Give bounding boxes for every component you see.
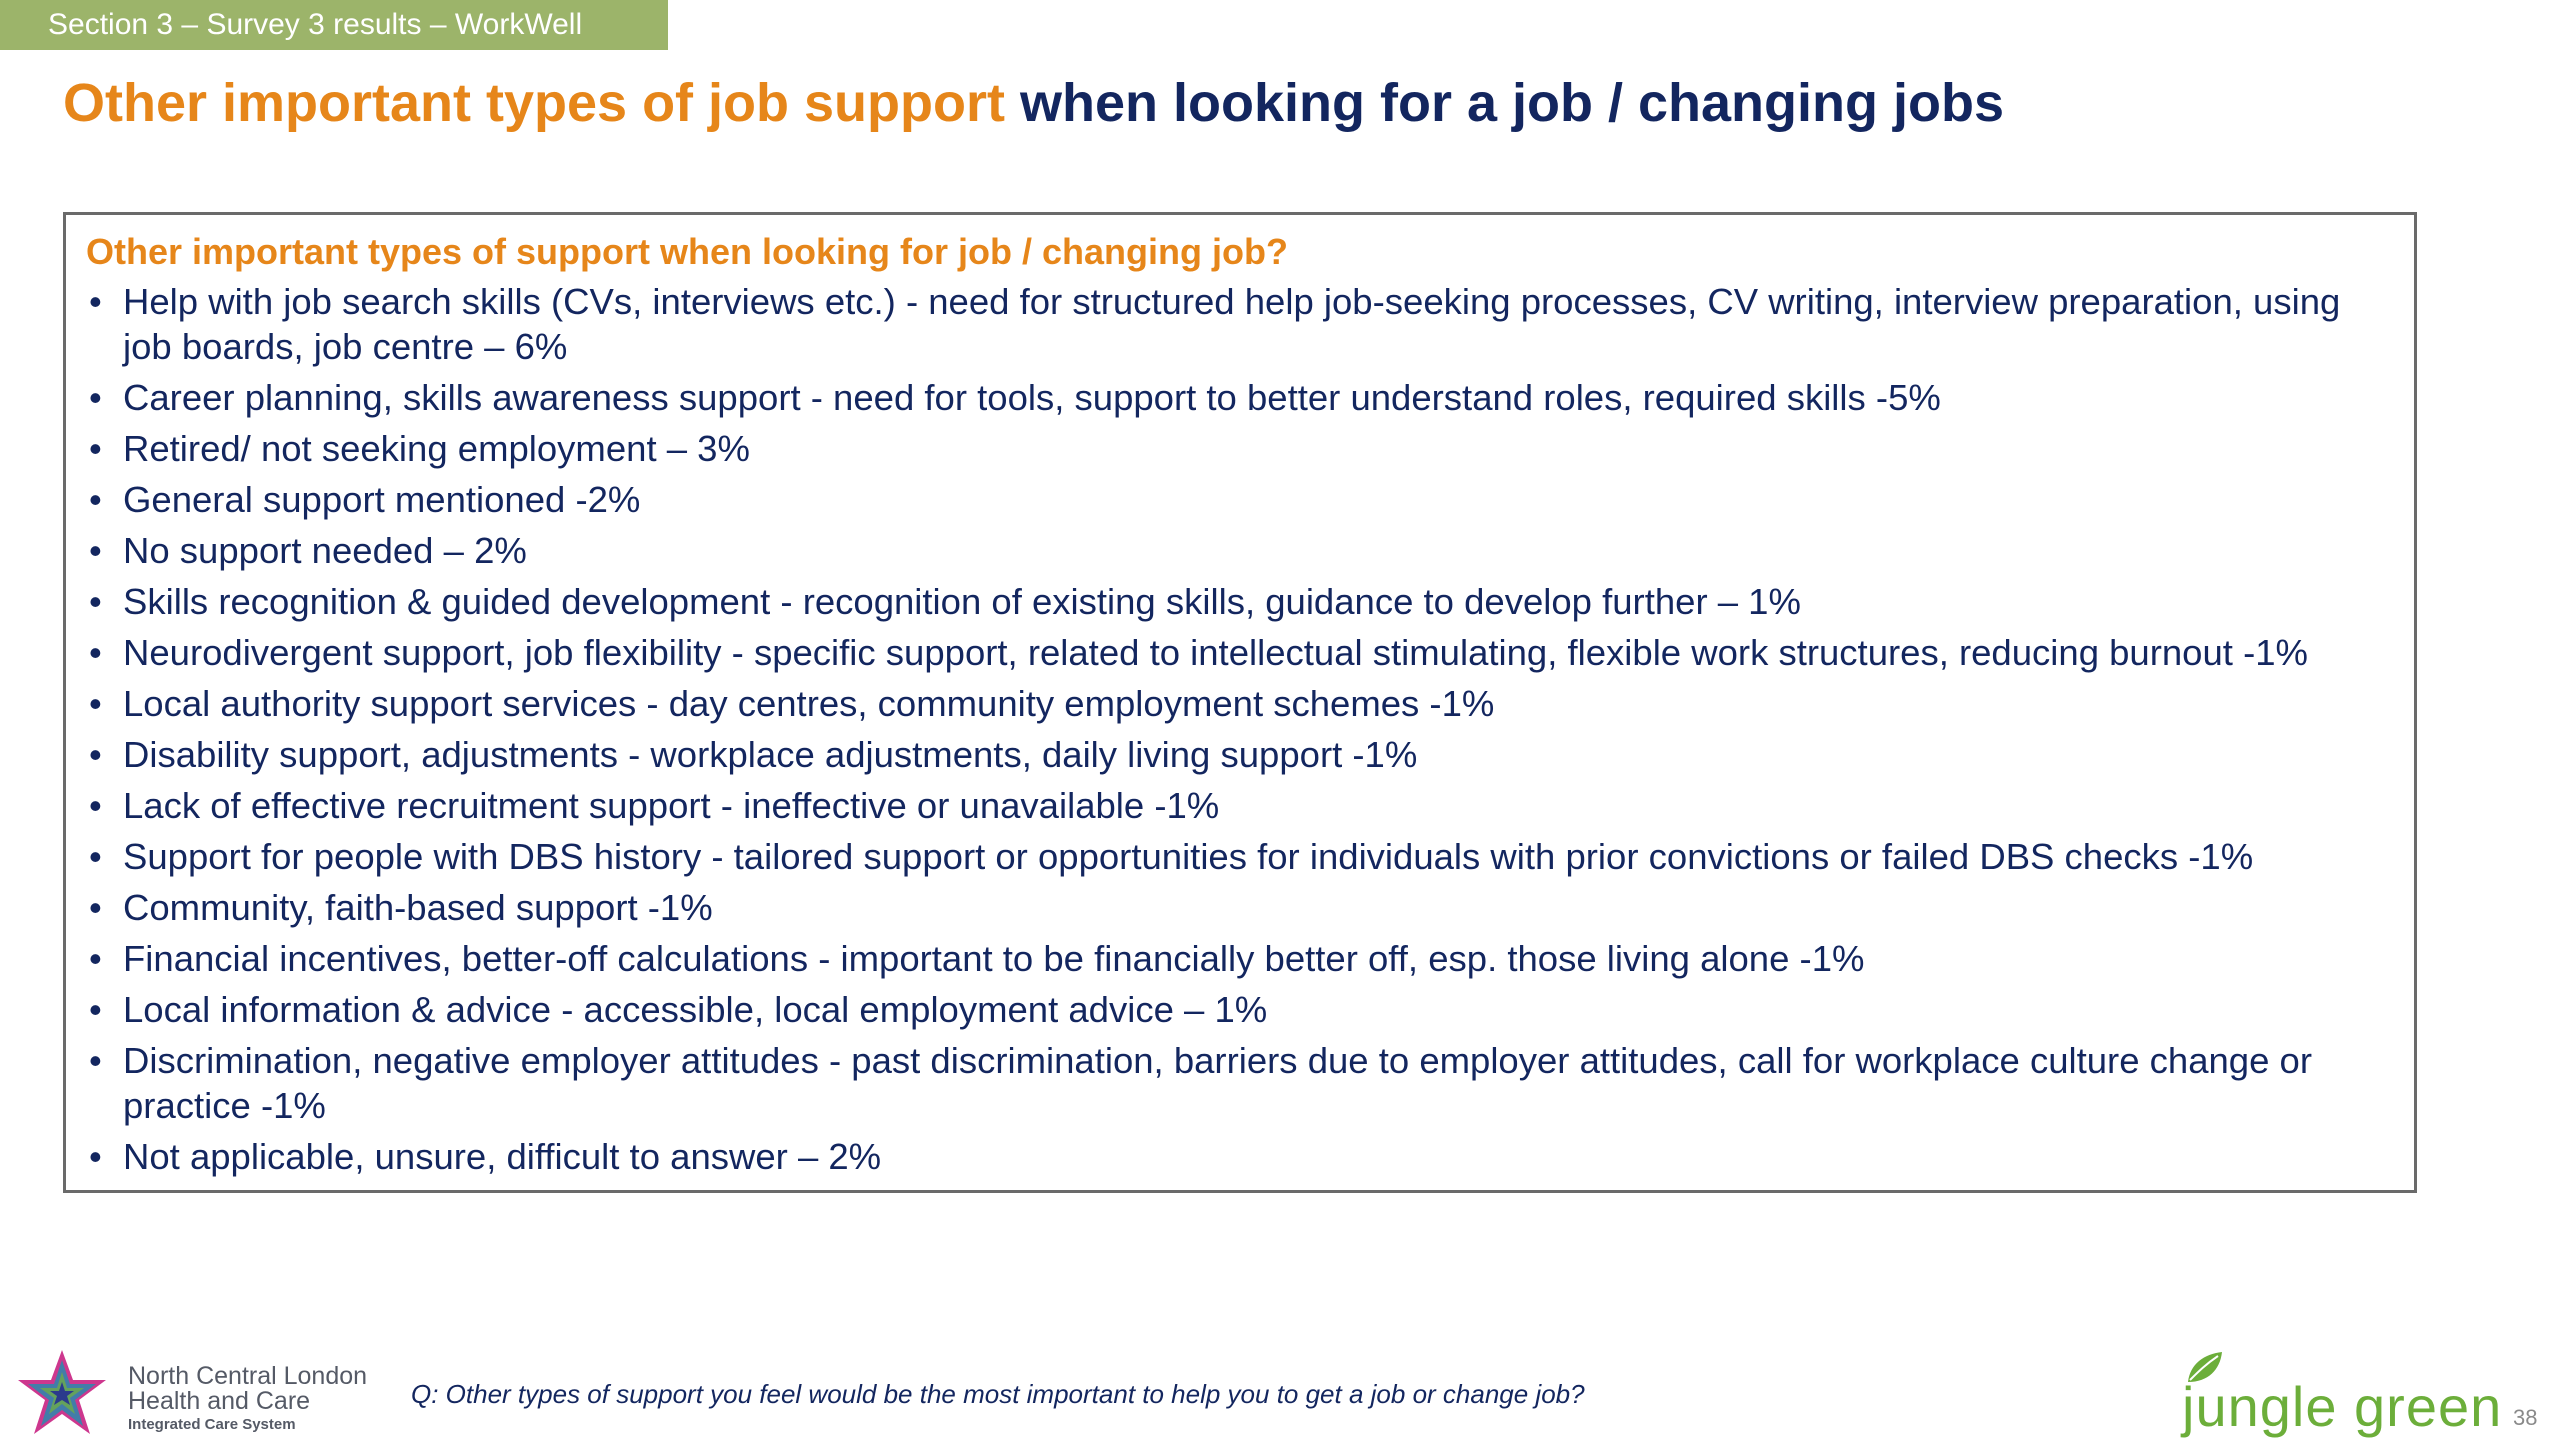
list-item: [86, 732, 2394, 777]
list-item-text: Discrimination, negative employer attitudes - past discrimination, barriers due to employer attitudes, call for workplace culture change or practice -1%: [123, 1040, 2312, 1126]
bullet-icon: •: [89, 887, 102, 928]
list-item-text: Skills recognition & guided development - recognition of existing skills, guidance to develop further – 1%: [123, 581, 1801, 622]
list-item-text: Retired/ not seeking employment – 3%: [123, 428, 750, 469]
ncl-line1: North Central London: [128, 1362, 368, 1390]
list-item: [86, 936, 2394, 981]
list-item: [86, 279, 2394, 369]
ncl-logo-text: [128, 1364, 367, 1436]
bullet-icon: •: [89, 479, 102, 520]
list-item: [86, 1038, 2394, 1128]
title-highlight: Other important types of job support: [63, 73, 1005, 133]
survey-question: Q: Other types of support you feel would be the most important to help you to get a job or change job?: [411, 1379, 1585, 1409]
bullet-icon: •: [89, 632, 102, 673]
list-item: [86, 579, 2394, 624]
bullet-icon: •: [89, 281, 102, 322]
list-item-text: Help with job search skills (CVs, interviews etc.) - need for structured help job-seeking processes, CV writing, interview preparation, using job boards, job centre – 6%: [123, 281, 2341, 367]
list-item-text: Disability support, adjustments - workplace adjustments, daily living support -1%: [123, 734, 1418, 775]
page-number: 38: [2513, 1405, 2538, 1430]
star-logo-icon: [6, 1348, 118, 1438]
list-item-text: Not applicable, unsure, difficult to answer – 2%: [123, 1136, 882, 1177]
list-item: [86, 783, 2394, 828]
section-tag: Section 3 – Survey 3 results – WorkWell: [0, 0, 668, 50]
list-item-text: No support needed – 2%: [123, 530, 527, 571]
ncl-line2: Health and Care: [128, 1387, 311, 1415]
bullet-icon: •: [89, 530, 102, 571]
list-item-text: General support mentioned -2%: [123, 479, 641, 520]
bullet-icon: •: [89, 989, 102, 1030]
box-heading: Other important types of support when looking for job / changing job?: [86, 231, 1288, 272]
list-item-text: Local authority support services - day centres, community employment schemes -1%: [123, 683, 1495, 724]
bullet-icon: •: [89, 683, 102, 724]
list-item: [86, 1134, 2394, 1179]
title-rest: when looking for a job / changing jobs: [1020, 73, 2005, 133]
bullet-icon: •: [89, 1040, 102, 1081]
list-item-text: Financial incentives, better-off calculations - important to be financially better off, esp. those living alone -1%: [123, 938, 1865, 979]
bullet-icon: •: [89, 377, 102, 418]
list-item: [86, 987, 2394, 1032]
support-list: [86, 279, 2394, 1179]
list-item-text: Local information & advice - accessible, local employment advice – 1%: [123, 989, 1268, 1030]
bullet-icon: •: [89, 428, 102, 469]
list-item: [86, 834, 2394, 879]
list-item-text: Community, faith-based support -1%: [123, 887, 713, 928]
ncl-ics-logo: [6, 1348, 386, 1438]
bullet-icon: •: [89, 734, 102, 775]
jungle-green-text: jungle green: [2182, 1375, 2503, 1438]
list-item: [86, 477, 2394, 522]
bullet-icon: •: [89, 581, 102, 622]
list-item-text: Career planning, skills awareness support - need for tools, support to better understand roles, required skills -5%: [123, 377, 1941, 418]
bullet-icon: •: [89, 938, 102, 979]
list-item: [86, 375, 2394, 420]
list-item-text: Support for people with DBS history - tailored support or opportunities for individuals with prior convictions or failed DBS checks -1%: [123, 836, 2254, 877]
list-item-text: Lack of effective recruitment support - ineffective or unavailable -1%: [123, 785, 1220, 826]
list-item: [86, 630, 2394, 675]
list-item: [86, 426, 2394, 471]
bullet-icon: •: [89, 836, 102, 877]
list-item: [86, 681, 2394, 726]
support-box: [63, 212, 2417, 1193]
jungle-green-logo: [2182, 1350, 2503, 1440]
bullet-icon: •: [89, 1136, 102, 1177]
list-item-text: Neurodivergent support, job flexibility - specific support, related to intellectual stimulating, flexible work structures, reducing burnout -1%: [123, 632, 2308, 673]
list-item: [86, 885, 2394, 930]
page-title: [63, 72, 2004, 134]
list-item: [86, 528, 2394, 573]
ncl-line3: Integrated Care System: [128, 1416, 296, 1433]
bullet-icon: •: [89, 785, 102, 826]
